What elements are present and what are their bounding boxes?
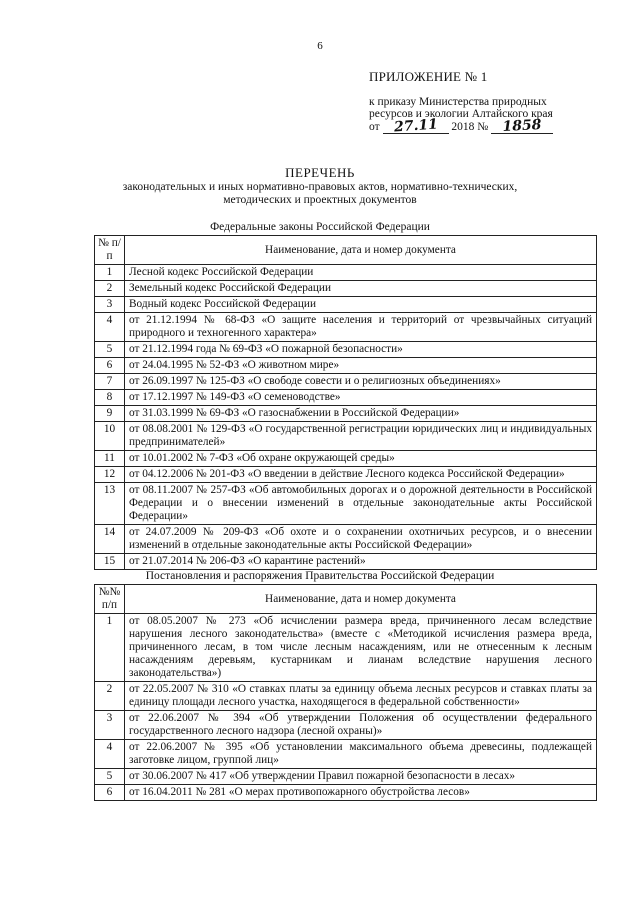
row-number: 13 bbox=[95, 483, 125, 525]
row-number: 5 bbox=[95, 769, 125, 785]
table-row bbox=[95, 711, 597, 740]
row-number: 4 bbox=[95, 740, 125, 769]
document-subtitle-line1: законодательных и иных нормативно-правовых актов, нормативно-технических, bbox=[122, 181, 518, 193]
order-reference bbox=[369, 96, 553, 134]
column-header-number: № п/п bbox=[95, 236, 125, 265]
document-name: от 04.12.2006 № 201-ФЗ «О введении в действие Лесного кодекса Российской Федерации» bbox=[125, 467, 597, 483]
document-name: от 17.12.1997 № 149-ФЗ «О семеноводстве» bbox=[125, 390, 597, 406]
row-number: 4 bbox=[95, 313, 125, 342]
document-name: от 22.06.2007 № 395 «Об установлении максимального объема древесины, подлежащей заготовке лицом, группой лиц» bbox=[125, 740, 597, 769]
document-name: от 22.05.2007 № 310 «О ставках платы за единицу объема лесных ресурсов и ставках платы за единицу площади лесного участка, находящегося в федеральной собственности» bbox=[125, 682, 597, 711]
document-name: от 08.05.2007 № 273 «Об исчислении размера вреда, причиненного лесам вследствие нарушения лесного законодательства» (вместе с «Методикой исчисления размера вреда, причиненного лесам, в том числе лесным насаждениям, или не отнесенным к лесным насаждениям деревьям, кустарникам и лианам вследствие нарушения лесного законодательства») bbox=[125, 614, 597, 682]
table-row bbox=[95, 265, 597, 281]
table-row bbox=[95, 374, 597, 390]
table-row bbox=[95, 483, 597, 525]
row-number: 12 bbox=[95, 467, 125, 483]
document-name: от 30.06.2007 № 417 «Об утверждении Правил пожарной безопасности в лесах» bbox=[125, 769, 597, 785]
table-row bbox=[95, 422, 597, 451]
document-name: от 21.07.2014 № 206-ФЗ «О карантине растений» bbox=[125, 554, 597, 570]
handwritten-date: 27.11 bbox=[393, 116, 438, 136]
row-number: 6 bbox=[95, 358, 125, 374]
table-row bbox=[95, 281, 597, 297]
federal-laws-caption: Федеральные законы Российской Федерации bbox=[210, 221, 430, 233]
document-name: от 24.04.1995 № 52-ФЗ «О животном мире» bbox=[125, 358, 597, 374]
table-row bbox=[95, 614, 597, 682]
document-subtitle-line2: методических и проектных документов bbox=[223, 194, 417, 206]
table-row bbox=[95, 467, 597, 483]
document-name: от 21.12.1994 № 68-ФЗ «О защите населения и территорий от чрезвычайных ситуаций природного и техногенного характера» bbox=[125, 313, 597, 342]
row-number: 9 bbox=[95, 406, 125, 422]
row-number: 2 bbox=[95, 682, 125, 711]
order-year: 2018 bbox=[451, 121, 475, 133]
row-number: 7 bbox=[95, 374, 125, 390]
document-name: Лесной кодекс Российской Федерации bbox=[125, 265, 597, 281]
row-number: 14 bbox=[95, 525, 125, 554]
row-number: 2 bbox=[95, 281, 125, 297]
row-number: 11 bbox=[95, 451, 125, 467]
document-name: от 08.08.2001 № 129-ФЗ «О государственной регистрации юридических лиц и индивидуальных предпринимателей» bbox=[125, 422, 597, 451]
document-title: ПЕРЕЧЕНЬ bbox=[285, 165, 355, 180]
table-header-row bbox=[95, 236, 597, 265]
table-row bbox=[95, 682, 597, 711]
row-number: 1 bbox=[95, 614, 125, 682]
table-row bbox=[95, 769, 597, 785]
document-name: от 22.06.2007 № 394 «Об утверждении Положения об осуществлении федерального государственного лесного надзора (лесной охраны)» bbox=[125, 711, 597, 740]
federal-laws-body bbox=[95, 265, 597, 570]
document-name: Земельный кодекс Российской Федерации bbox=[125, 281, 597, 297]
table-row bbox=[95, 390, 597, 406]
date-prefix: от bbox=[369, 121, 380, 133]
document-name: от 08.11.2007 № 257-ФЗ «Об автомобильных дорогах и о дорожной деятельности в Российской Федерации и о внесении изменений в отдельные законодательные акты Российской Федерации» bbox=[125, 483, 597, 525]
order-reference-line2: ресурсов и экологии Алтайского края bbox=[369, 108, 553, 120]
document-subtitle bbox=[100, 181, 540, 207]
table-row bbox=[95, 358, 597, 374]
government-acts-table bbox=[94, 584, 597, 801]
document-name: от 10.01.2002 № 7-ФЗ «Об охране окружающей среды» bbox=[125, 451, 597, 467]
column-header-name: Наименование, дата и номер документа bbox=[125, 236, 597, 265]
row-number: 8 bbox=[95, 390, 125, 406]
row-number: 3 bbox=[95, 711, 125, 740]
row-number: 15 bbox=[95, 554, 125, 570]
government-acts-caption: Постановления и распоряжения Правительства Российской Федерации bbox=[145, 570, 495, 582]
document-name: от 21.12.1994 года № 69-ФЗ «О пожарной безопасности» bbox=[125, 342, 597, 358]
appendix-title: ПРИЛОЖЕНИЕ № 1 bbox=[369, 69, 488, 84]
column-header-number: №№ п/п bbox=[95, 585, 125, 614]
federal-laws-table bbox=[94, 235, 597, 570]
number-prefix: № bbox=[477, 121, 489, 133]
table-row bbox=[95, 525, 597, 554]
government-acts-body bbox=[95, 614, 597, 801]
table-row bbox=[95, 297, 597, 313]
table-row bbox=[95, 554, 597, 570]
row-number: 10 bbox=[95, 422, 125, 451]
table-row bbox=[95, 740, 597, 769]
row-number: 6 bbox=[95, 785, 125, 801]
order-reference-line3 bbox=[369, 116, 553, 136]
table-row bbox=[95, 451, 597, 467]
table-header-row bbox=[95, 585, 597, 614]
document-name: Водный кодекс Российской Федерации bbox=[125, 297, 597, 313]
table-row bbox=[95, 785, 597, 801]
order-reference-line1: к приказу Министерства природных bbox=[369, 96, 547, 108]
page-number: 6 bbox=[317, 40, 323, 52]
row-number: 5 bbox=[95, 342, 125, 358]
document-name: от 26.09.1997 № 125-ФЗ «О свободе совести и о религиозных объединениях» bbox=[125, 374, 597, 390]
document-name: от 24.07.2009 № 209-ФЗ «Об охоте и о сохранении охотничьих ресурсов, и о внесении изменений в отдельные законодательные акты Российской Федерации» bbox=[125, 525, 597, 554]
table-row bbox=[95, 313, 597, 342]
document-name: от 31.03.1999 № 69-ФЗ «О газоснабжении в Российской Федерации» bbox=[125, 406, 597, 422]
row-number: 3 bbox=[95, 297, 125, 313]
handwritten-order-number: 1858 bbox=[502, 116, 542, 136]
column-header-name: Наименование, дата и номер документа bbox=[125, 585, 597, 614]
table-row bbox=[95, 406, 597, 422]
row-number: 1 bbox=[95, 265, 125, 281]
document-name: от 16.04.2011 № 281 «О мерах противопожарного обустройства лесов» bbox=[125, 785, 597, 801]
table-row bbox=[95, 342, 597, 358]
